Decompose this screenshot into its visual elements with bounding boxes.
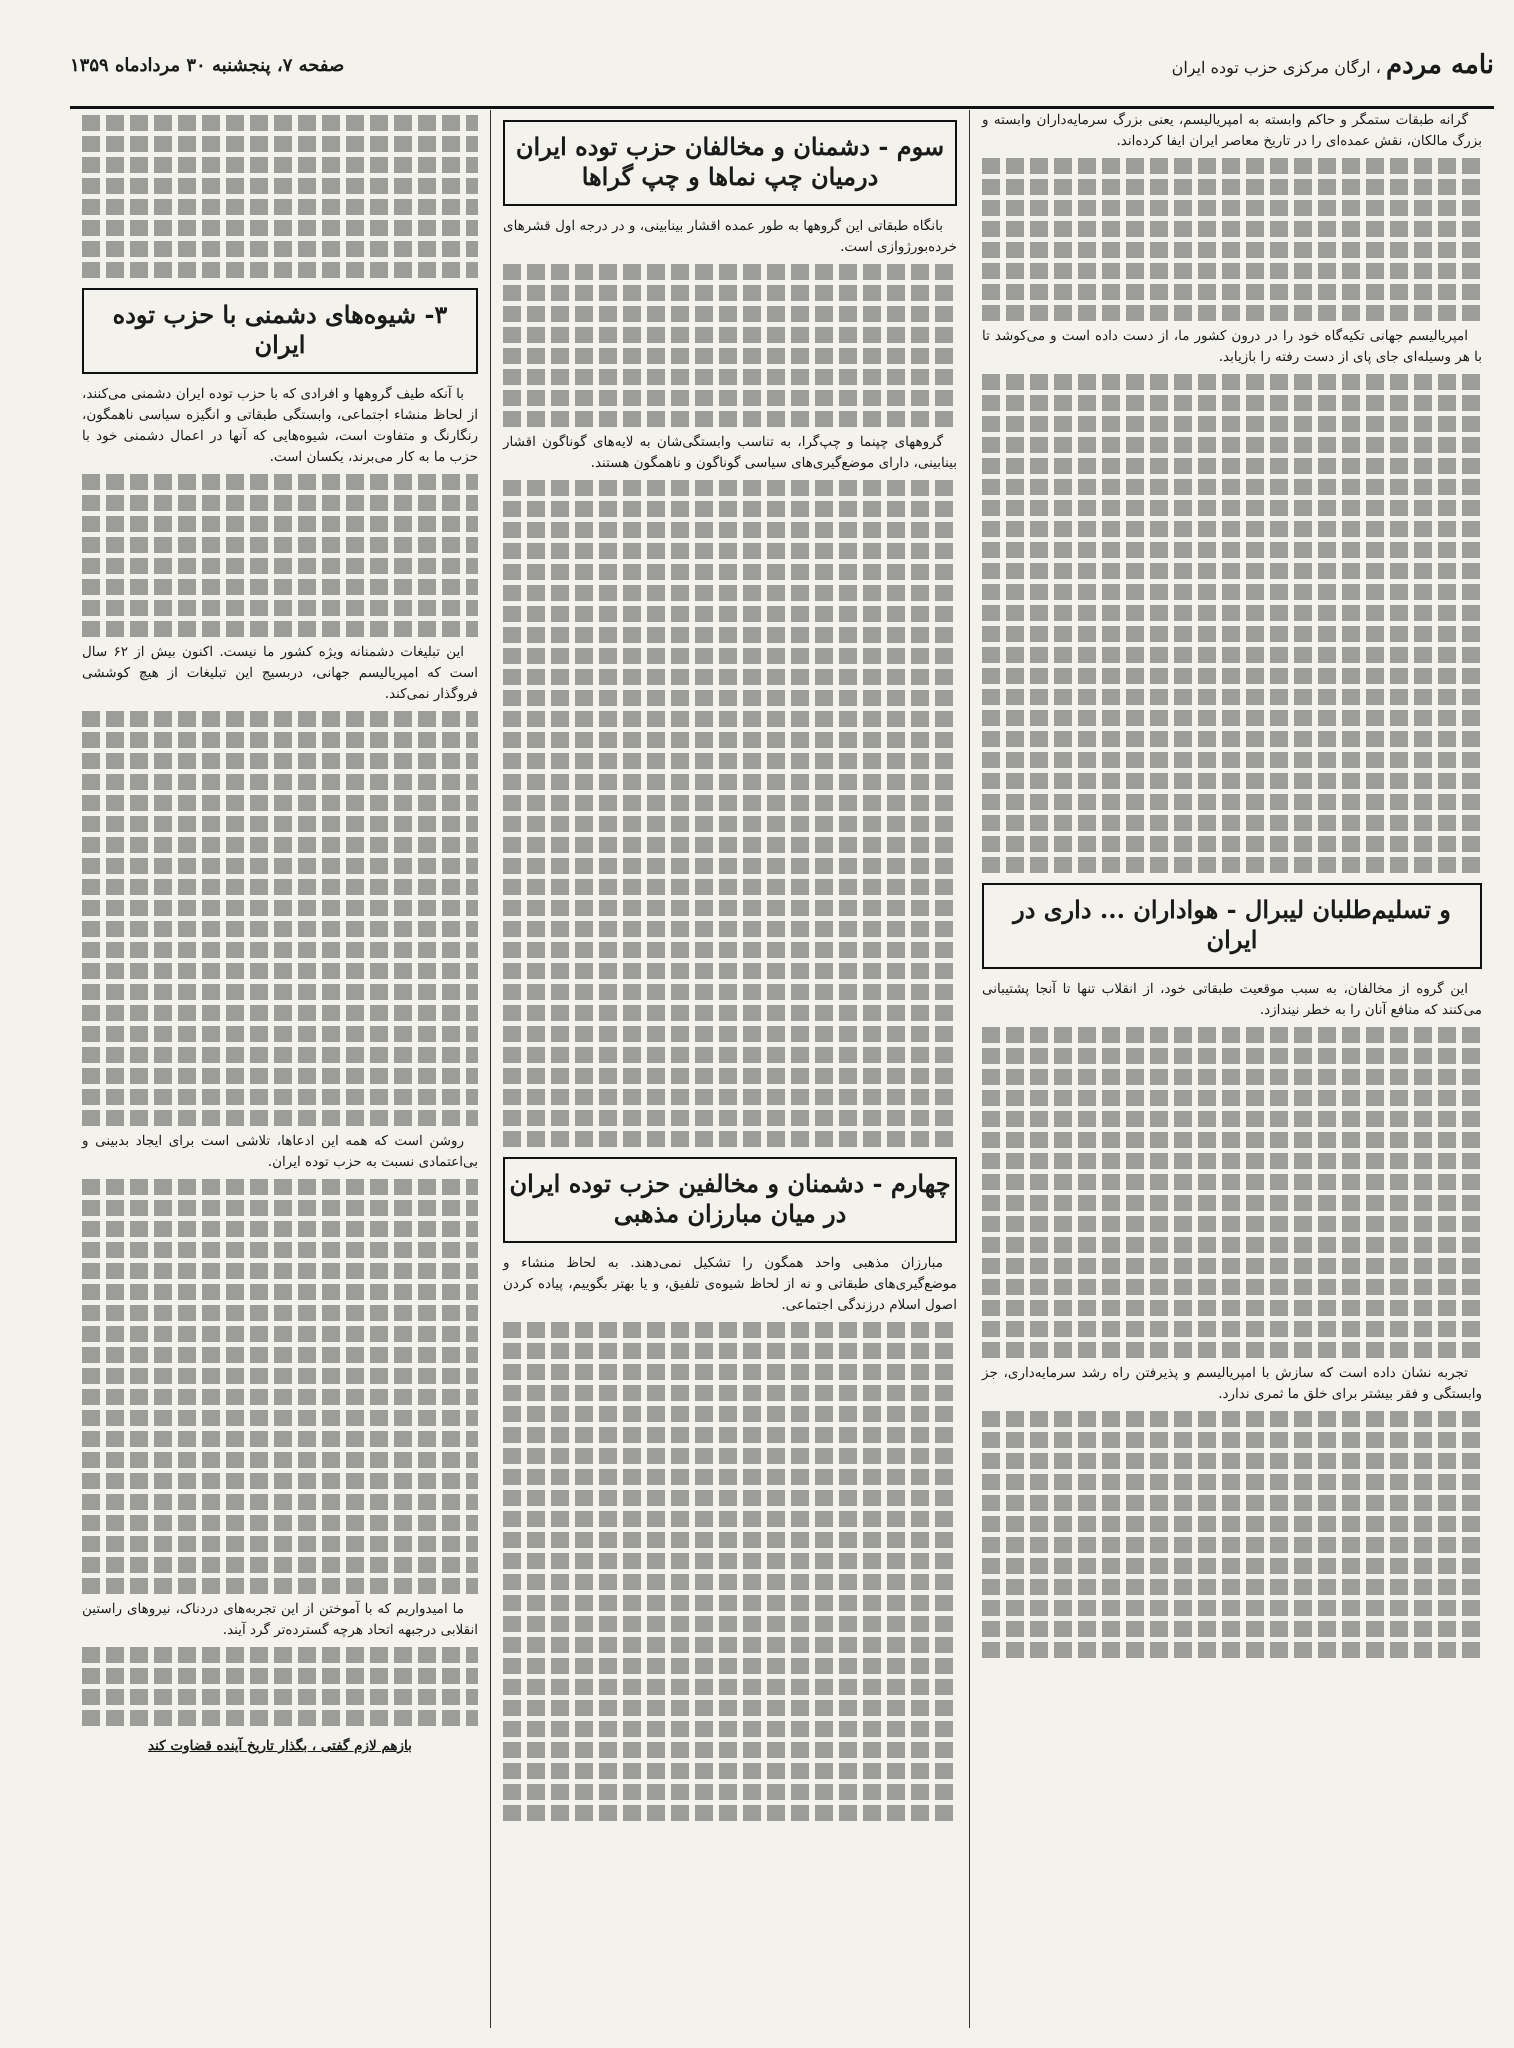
text-line (82, 516, 478, 532)
text-line (503, 1110, 957, 1126)
text-line (982, 731, 1482, 747)
text-line (982, 263, 1482, 279)
text-line (982, 1537, 1482, 1553)
text-line (982, 416, 1482, 432)
text-line (982, 584, 1482, 600)
text-line (982, 158, 1482, 174)
article-paragraph: گرانه طبقات ستمگر و حاکم وابسته به امپریالیسم، یعنی بزرگ سرمایه‌داران وابسته و بزرگ مالکان، نقش عمده‌ای را در تاریخ معاصر ایران ایفا کرده‌اند. (982, 112, 1482, 149)
text-line (982, 458, 1482, 474)
article-paragraph: تجربه نشان داده است که سازش با امپریالیسم و پذیرفتن راه رشد سرمایه‌داری، جز وابستگی و فقر بیشتر برای خلق ما ثمری ندارد. (982, 1365, 1482, 1402)
text-line (503, 264, 957, 280)
text-line (503, 1469, 957, 1485)
text-line (82, 1089, 478, 1105)
article-paragraph: روشن است که همه این ادعاها، تلاشی است برای ایجاد بدبینی و بی‌اعتمادی نسبت به حزب توده ایران. (82, 1133, 478, 1170)
text-line (82, 495, 478, 511)
text-line (82, 1047, 478, 1063)
text-line (982, 1279, 1482, 1295)
article-headline-box (503, 1157, 957, 1243)
text-line (82, 1200, 478, 1216)
text-line (503, 1805, 957, 1821)
text-line (82, 774, 478, 790)
text-line (503, 1763, 957, 1779)
text-line (982, 1516, 1482, 1532)
text-line (82, 1242, 478, 1258)
text-line (503, 522, 957, 538)
text-line (503, 543, 957, 559)
article-headline: و تسلیم‌طلبان لیبرال - هواداران ... داری در ایران (1013, 895, 1451, 954)
closing-line: بازهم لازم گفتی ، بگذار تاریخ آینده قضاوت کند (148, 1738, 412, 1754)
article-paragraph: مبارزان مذهبی واحد همگون را تشکیل نمی‌دهند. به لحاظ منشاء و موضع‌گیری‌های طبقاتی و نه از لحاظ شیوه‌ی تلفیق، و یا بهتر بگوییم، پیاده کردن اصول اسلام درزندگی اجتماعی. (503, 1255, 957, 1313)
column-middle (490, 110, 970, 2028)
article-paragraph: این تبلیغات دشمنانه ویژه کشور ما نیست. اکنون بیش از ۶۲ سال است که امپریالیسم جهانی، دربسیج این تبلیغات از هیچ کوششی فروگذار نمی‌کند. (82, 644, 478, 702)
text-line (982, 305, 1482, 321)
text-line (503, 1068, 957, 1084)
text-line (82, 1410, 478, 1426)
text-line (82, 711, 478, 727)
text-line (982, 179, 1482, 195)
text-line (503, 690, 957, 706)
text-line (82, 753, 478, 769)
text-line (982, 284, 1482, 300)
column-right (970, 110, 1494, 2028)
text-line (982, 1027, 1482, 1043)
text-line (82, 1473, 478, 1489)
article-headline: ۳- شیوه‌های دشمنی با حزب توده ایران (112, 300, 448, 359)
text-line (503, 1047, 957, 1063)
text-line (503, 879, 957, 895)
text-line (982, 1432, 1482, 1448)
text-line (503, 1742, 957, 1758)
article-paragraph: با آنکه طیف گروهها و افرادی که با حزب توده ایران دشمنی می‌کنند، از لحاظ منشاء اجتماعی، وابستگی طبقاتی و انگیزه سیاسی ناهمگون، رنگارنگ و متفاوت است، شیوه‌هایی که آنها در اعمال دشمنی خود با حزب ما به کار می‌برند، یکسان است. (82, 386, 478, 465)
text-line (82, 1668, 478, 1684)
text-line (82, 1536, 478, 1552)
text-line (503, 648, 957, 664)
text-line (982, 1411, 1482, 1427)
text-line (982, 647, 1482, 663)
text-line (503, 858, 957, 874)
text-line (82, 795, 478, 811)
text-line (503, 585, 957, 601)
text-line (503, 1574, 957, 1590)
text-line (503, 942, 957, 958)
text-line (503, 285, 957, 301)
text-line (503, 1427, 957, 1443)
text-line (503, 1026, 957, 1042)
text-line (82, 178, 478, 194)
text-line (982, 542, 1482, 558)
text-line (982, 1216, 1482, 1232)
text-line (982, 1621, 1482, 1637)
text-line (82, 1515, 478, 1531)
text-line (982, 479, 1482, 495)
text-line (503, 1784, 957, 1800)
text-line (82, 984, 478, 1000)
text-line (982, 710, 1482, 726)
text-line (503, 1532, 957, 1548)
text-line (82, 621, 478, 637)
text-line (82, 1689, 478, 1705)
text-line (503, 753, 957, 769)
text-line (503, 411, 957, 427)
text-line (82, 1710, 478, 1726)
text-line (82, 1578, 478, 1594)
text-line (982, 1111, 1482, 1127)
text-line (982, 1600, 1482, 1616)
article-paragraph: ما امیدواریم که با آموختن از این تجربه‌های دردناک، نیروهای راستین انقلابی درجبهه اتحاد هرچه گسترده‌تر گرد آیند. (82, 1601, 478, 1638)
text-line (82, 1389, 478, 1405)
text-line (82, 1221, 478, 1237)
text-line (82, 732, 478, 748)
text-line (503, 1005, 957, 1021)
text-line (503, 774, 957, 790)
text-line (82, 558, 478, 574)
text-line (503, 1721, 957, 1737)
article-headline-box (503, 120, 957, 206)
text-line (503, 1511, 957, 1527)
text-line (982, 1153, 1482, 1169)
text-line (503, 1385, 957, 1401)
text-line (503, 732, 957, 748)
columns (70, 110, 1494, 2028)
text-line (503, 1131, 957, 1147)
text-line (982, 1453, 1482, 1469)
text-line (982, 1558, 1482, 1574)
text-line (982, 1474, 1482, 1490)
text-line (82, 115, 478, 131)
text-line (503, 564, 957, 580)
text-line (82, 837, 478, 853)
text-line (982, 773, 1482, 789)
text-line (503, 480, 957, 496)
text-line (503, 1343, 957, 1359)
text-line (982, 857, 1482, 873)
text-line (982, 668, 1482, 684)
text-line (82, 1326, 478, 1342)
text-line (82, 537, 478, 553)
text-line (503, 795, 957, 811)
text-line (82, 921, 478, 937)
text-line (82, 241, 478, 257)
text-line (82, 1005, 478, 1021)
article-headline: سوم - دشمنان و مخالفان حزب توده ایران درمیان چپ نماها و چپ گراها (515, 132, 945, 191)
text-line (982, 1300, 1482, 1316)
text-line (82, 157, 478, 173)
article-paragraph: بانگاه طبقاتی این گروهها به طور عمده اقشار بینابینی، و در درجه اول قشرهای خرده‌بورژوازی است. (503, 218, 957, 255)
text-line (503, 963, 957, 979)
text-line (982, 563, 1482, 579)
text-line (82, 942, 478, 958)
text-line (82, 1110, 478, 1126)
article-paragraph: امپریالیسم جهانی تکیه‌گاه خود را در درون کشور ما، از دست داده است و می‌کوشد تا با هر وسیله‌ای جای پای از دست رفته را بازیابد. (982, 328, 1482, 365)
text-line (982, 1237, 1482, 1253)
text-line (503, 348, 957, 364)
text-line (503, 327, 957, 343)
text-line (503, 837, 957, 853)
text-line (82, 1557, 478, 1573)
text-line (982, 1174, 1482, 1190)
text-line (503, 306, 957, 322)
text-line (503, 984, 957, 1000)
text-line (82, 1431, 478, 1447)
text-line (82, 900, 478, 916)
text-line (982, 815, 1482, 831)
text-line (82, 1347, 478, 1363)
masthead (70, 30, 1494, 109)
text-line (503, 1679, 957, 1695)
text-line (82, 262, 478, 278)
text-line (982, 500, 1482, 516)
text-line (503, 1364, 957, 1380)
text-line (982, 836, 1482, 852)
text-line (503, 1322, 957, 1338)
text-line (982, 605, 1482, 621)
text-line (82, 816, 478, 832)
text-line (82, 1263, 478, 1279)
paper-name: نامه مردم (1385, 50, 1494, 80)
text-line (82, 1647, 478, 1663)
text-line (82, 220, 478, 236)
paper-title (1172, 50, 1494, 80)
text-line (82, 199, 478, 215)
text-line (982, 374, 1482, 390)
text-line (503, 1089, 957, 1105)
text-line (82, 1452, 478, 1468)
text-line (982, 437, 1482, 453)
text-line (82, 474, 478, 490)
dateline: صفحه ۷، پنجشنبه ۳۰ مردادماه ۱۳۵۹ (70, 54, 345, 76)
text-line (503, 390, 957, 406)
text-line (982, 200, 1482, 216)
text-line (982, 1642, 1482, 1658)
text-line (982, 1132, 1482, 1148)
text-line (982, 626, 1482, 642)
text-line (982, 794, 1482, 810)
text-line (82, 963, 478, 979)
text-line (503, 1490, 957, 1506)
text-line (82, 1305, 478, 1321)
text-line (982, 1321, 1482, 1337)
text-line (82, 1494, 478, 1510)
text-line (982, 1195, 1482, 1211)
text-line (503, 501, 957, 517)
paper-subtitle: ، ارگان مرکزی حزب توده ایران (1171, 58, 1381, 77)
text-line (503, 711, 957, 727)
text-line (503, 669, 957, 685)
text-line (503, 1616, 957, 1632)
text-line (82, 1368, 478, 1384)
text-line (982, 1048, 1482, 1064)
text-line (982, 1342, 1482, 1358)
text-line (503, 627, 957, 643)
text-line (503, 1595, 957, 1611)
text-line (503, 816, 957, 832)
article-paragraph: این گروه از مخالفان، به سبب موقعیت طبقاتی خود، از انقلاب تنها تا آنجا پشتیبانی می‌کنند که منافع آنان را به خطر نیندازد. (982, 981, 1482, 1018)
text-line (503, 900, 957, 916)
article-headline: چهارم - دشمنان و مخالفین حزب توده ایران در میان مبارزان مذهبی (509, 1169, 951, 1228)
text-line (503, 1700, 957, 1716)
article-headline-box (982, 883, 1482, 969)
text-line (503, 1406, 957, 1422)
text-line (82, 858, 478, 874)
text-line (503, 606, 957, 622)
column-left (70, 110, 490, 2028)
text-line (503, 1553, 957, 1569)
text-line (82, 1284, 478, 1300)
text-line (82, 1179, 478, 1195)
text-line (82, 136, 478, 152)
text-line (82, 579, 478, 595)
text-line (503, 921, 957, 937)
text-line (982, 1069, 1482, 1085)
text-line (982, 395, 1482, 411)
text-line (503, 1448, 957, 1464)
text-line (982, 689, 1482, 705)
text-line (982, 752, 1482, 768)
text-line (982, 521, 1482, 537)
text-line (82, 1026, 478, 1042)
article-paragraph: گروههای چپنما و چپ‌گرا، به تناسب وابستگی‌شان به لایه‌های گوناگون اقشار بینابینی، دارای موضع‌گیری‌های سیاسی گوناگون و ناهمگون هستند. (503, 434, 957, 471)
text-line (82, 1068, 478, 1084)
text-line (503, 369, 957, 385)
text-line (503, 1658, 957, 1674)
text-line (982, 1258, 1482, 1274)
text-line (982, 242, 1482, 258)
text-line (503, 1637, 957, 1653)
text-line (82, 600, 478, 616)
text-line (82, 879, 478, 895)
text-line (982, 1495, 1482, 1511)
text-line (982, 221, 1482, 237)
text-line (982, 1090, 1482, 1106)
article-headline-box (82, 288, 478, 374)
text-line (982, 1579, 1482, 1595)
